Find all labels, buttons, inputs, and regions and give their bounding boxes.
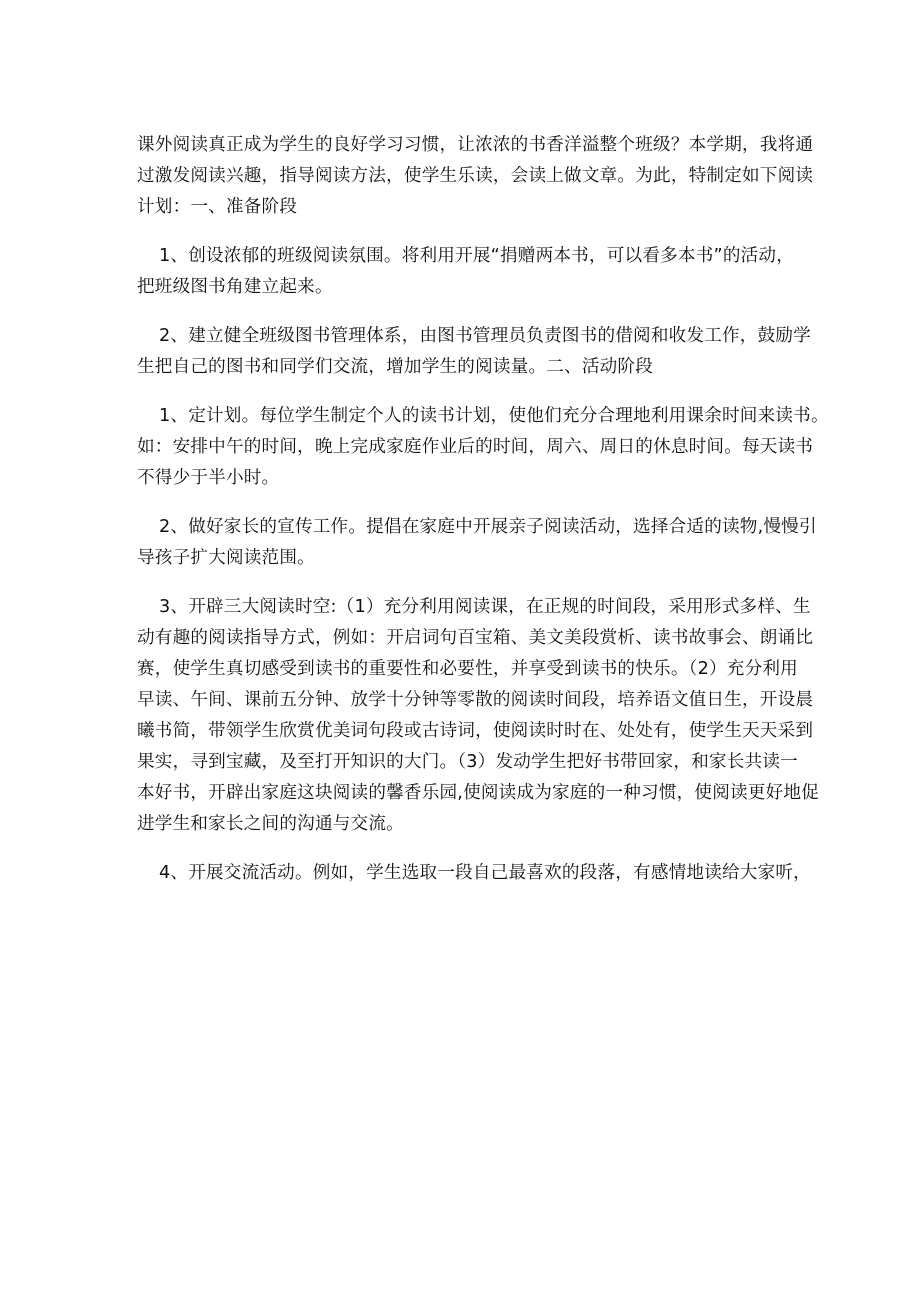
paragraph-intro (137, 130, 814, 223)
text-line: 1、定计划。每位学生制定个人的读书计划，使他们充分合理地利用课余时间来读书。 (159, 406, 829, 426)
paragraph-prep-2 (137, 321, 811, 383)
text-line: 曦书简，带领学生欣赏优美词句段或古诗词，使阅读时时在、处处有，使学生天天采到 (137, 721, 814, 741)
paragraph-prep-1 (137, 241, 795, 303)
text-line: 如：安排中午的时间，晚上完成家庭作业后的时间，周六、周日的休息时间。每天读书 (137, 437, 814, 457)
text-line: 生把自己的图书和同学们交流，增加学生的阅读量。二、活动阶段 (137, 357, 654, 377)
paragraph-activity-2 (137, 512, 817, 574)
text-line: 课外阅读真正成为学生的良好学习习惯，让浓浓的书香洋溢整个班级？本学期，我将通 (137, 135, 814, 155)
text-line: 4、开展交流活动。例如，学生选取一段自己最喜欢的段落，有感情地读给大家听， (159, 863, 811, 883)
text-line: 不得少于半小时。 (137, 468, 280, 488)
text-line: 本好书，开辟出家庭这块阅读的馨香乐园,使阅读成为家庭的一种习惯，使阅读更好地促 (137, 783, 819, 803)
text-line: 计划：一、准备阶段 (137, 197, 298, 217)
paragraph-activity-4 (137, 858, 811, 889)
text-line: 进学生和家长之间的沟通与交流。 (137, 814, 404, 834)
document-body (137, 130, 829, 907)
paragraph-activity-3 (137, 592, 819, 840)
text-line: 早读、午间、课前五分钟、放学十分钟等零散的阅读时间段，培养语文值日生，开设晨 (137, 690, 814, 710)
text-line: 动有趣的阅读指导方式，例如：开启词句百宝箱、美文美段赏析、读书故事会、朗诵比 (137, 628, 814, 648)
text-line: 过激发阅读兴趣，指导阅读方法，使学生乐读，会读上做文章。为此，特制定如下阅读 (137, 166, 814, 186)
text-line: 2、做好家长的宣传工作。提倡在家庭中开展亲子阅读活动，选择合适的读物,慢慢引 (159, 517, 817, 537)
text-line: 赛，使学生真切感受到读书的重要性和必要性，并享受到读书的快乐。（2）充分利用 (137, 659, 798, 679)
text-line: 3、开辟三大阅读时空:（1）充分利用阅读课，在正规的时间段，采用形式多样、生 (159, 597, 811, 617)
text-line: 把班级图书角建立起来。 (137, 277, 333, 297)
text-line: 2、建立健全班级图书管理体系，由图书管理员负责图书的借阅和收发工作，鼓励学 (159, 326, 811, 346)
text-line: 导孩子扩大阅读范围。 (137, 548, 315, 568)
paragraph-activity-1 (137, 401, 829, 494)
text-line: 1、创设浓郁的班级阅读氛围。将利用开展“捐赠两本书，可以看多本书”的活动， (159, 246, 795, 266)
text-line: 果实，寻到宝藏，及至打开知识的大门。（3）发动学生把好书带回家，和家长共读一 (137, 752, 798, 772)
